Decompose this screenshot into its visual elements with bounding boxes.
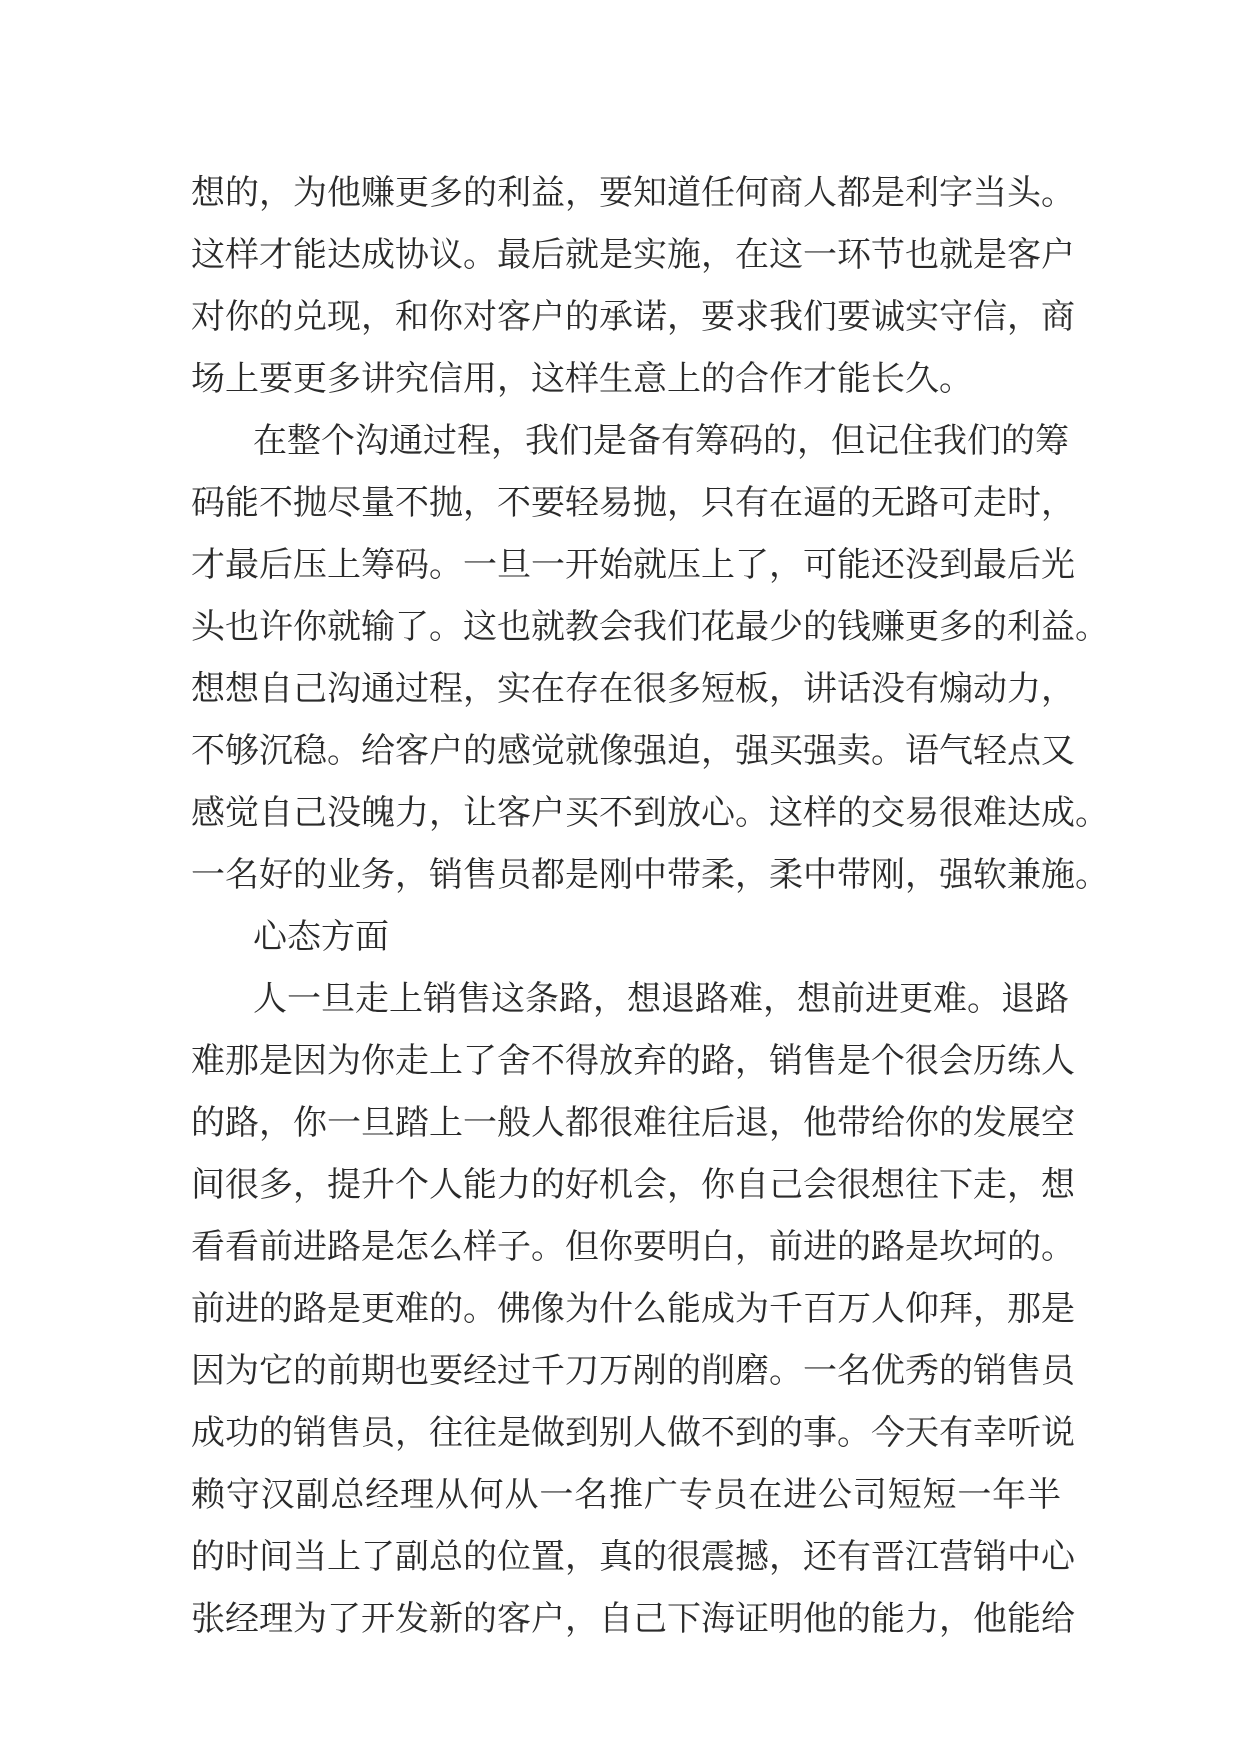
text-line: 码能不抛尽量不抛，不要轻易抛，只有在逼的无路可走时， [191, 483, 1075, 523]
text-line: 想的，为他赚更多的利益，要知道任何商人都是利字当头。 [191, 173, 1075, 213]
text-line: 不够沉稳。给客户的感觉就像强迫，强买强卖。语气轻点又 [191, 731, 1075, 771]
text-line: 成功的销售员，往往是做到别人做不到的事。今天有幸听说 [191, 1413, 1075, 1453]
paragraph-start-line: 在整个沟通过程，我们是备有筹码的，但记住我们的筹 [253, 421, 1069, 461]
text-line: 头也许你就输了。这也就教会我们花最少的钱赚更多的利益。 [191, 607, 1109, 647]
text-line: 才最后压上筹码。一旦一开始就压上了，可能还没到最后光 [191, 545, 1075, 585]
text-line: 张经理为了开发新的客户，自己下海证明他的能力，他能给 [191, 1599, 1075, 1639]
text-line: 对你的兑现，和你对客户的承诺，要求我们要诚实守信，商 [191, 297, 1075, 337]
text-line: 难那是因为你走上了舍不得放弃的路，销售是个很会历练人 [191, 1041, 1075, 1081]
text-line: 间很多，提升个人能力的好机会，你自己会很想往下走，想 [191, 1165, 1075, 1205]
text-line: 场上要更多讲究信用，这样生意上的合作才能长久。 [191, 359, 973, 399]
text-line: 一名好的业务，销售员都是刚中带柔，柔中带刚，强软兼施。 [191, 855, 1109, 895]
text-line: 的时间当上了副总的位置，真的很震撼，还有晋江营销中心 [191, 1537, 1075, 1577]
text-line: 想想自己沟通过程，实在存在很多短板，讲话没有煽动力， [191, 669, 1075, 709]
text-line: 的路，你一旦踏上一般人都很难往后退，他带给你的发展空 [191, 1103, 1075, 1143]
document-body [191, 162, 1109, 1650]
text-line: 前进的路是更难的。佛像为什么能成为千百万人仰拜，那是 [191, 1289, 1075, 1329]
text-line: 因为它的前期也要经过千刀万剐的削磨。一名优秀的销售员 [191, 1351, 1075, 1391]
paragraph-start-line: 人一旦走上销售这条路，想退路难，想前进更难。退路 [253, 979, 1069, 1019]
text-line: 看看前进路是怎么样子。但你要明白，前进的路是坎坷的。 [191, 1227, 1075, 1267]
text-line: 这样才能达成协议。最后就是实施，在这一环节也就是客户 [191, 235, 1075, 275]
text-line: 感觉自己没魄力，让客户买不到放心。这样的交易很难达成。 [191, 793, 1109, 833]
text-line: 赖守汉副总经理从何从一名推广专员在进公司短短一年半 [191, 1475, 1061, 1515]
section-heading: 心态方面 [253, 917, 389, 957]
